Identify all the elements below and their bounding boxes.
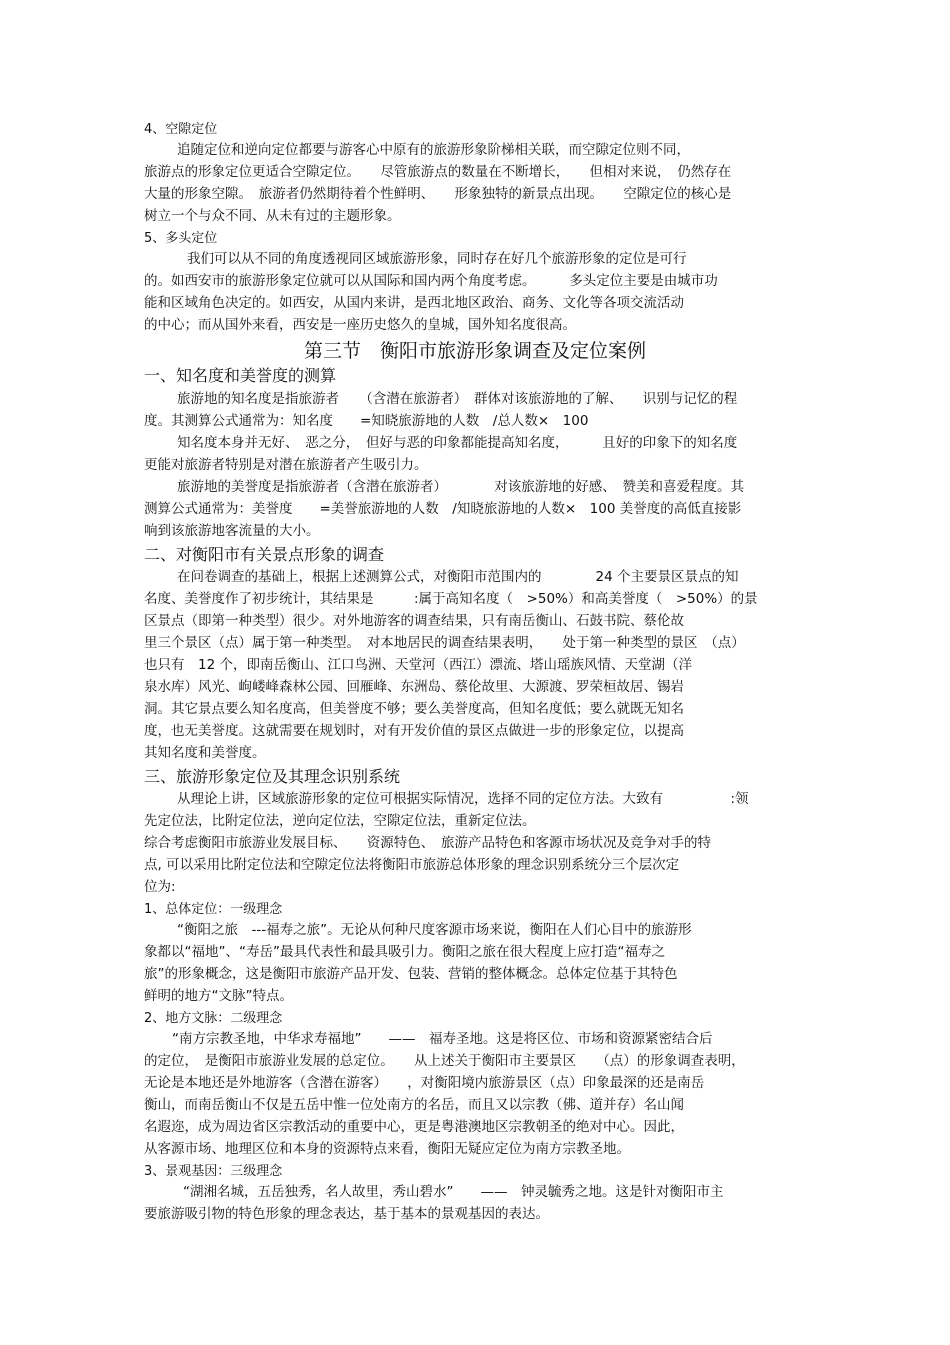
paragraph-line: 在问卷调查的基础上，根据上述测算公式，对衡阳市范围内的 24 个主要景区景点的知 xyxy=(177,569,739,585)
paragraph-line: 更能对旅游者特别是对潜在旅游者产生吸引力。 xyxy=(144,457,428,473)
paragraph-line: “南方宗教圣地，中华求寿福地” —— 福寿圣地。这是将区位、市场和资源紧密结合后 xyxy=(172,1031,713,1047)
paragraph-line: 位为: xyxy=(144,879,176,895)
paragraph-line: 旅游地的知名度是指旅游者 （含潜在旅游者） 群体对该旅游地的了解、 识别与记忆的程 xyxy=(177,391,738,407)
part-heading: 一、知名度和美誉度的测算 xyxy=(144,366,337,385)
paragraph-line: 的定位， 是衡阳市旅游业发展的总定位。 从上述关于衡阳市主要景区 （点）的形象调查表明， xyxy=(144,1053,745,1069)
part-heading: 三、旅游形象定位及其理念识别系统 xyxy=(144,767,401,786)
subsection-heading: 3、景观基因：三级理念 xyxy=(144,1164,283,1179)
paragraph-line: 从理论上讲，区域旅游形象的定位可根据实际情况，选择不同的定位方法。大致有 :领 xyxy=(177,791,749,807)
paragraph-line: 泉水库）风光、岣嵝峰森林公园、回雁峰、东洲岛、蔡伦故里、大源渡、罗荣桓故居、锡岩 xyxy=(144,679,684,695)
part-heading: 二、对衡阳市有关景点形象的调查 xyxy=(144,545,385,564)
paragraph-line: 也只有 12 个，即南岳衡山、江口鸟洲、天堂河（西江）漂流、塔山瑶族风情、天堂湖（洋 xyxy=(144,657,692,673)
paragraph-line: 里三个景区（点）属于第一种类型。 对本地居民的调查结果表明， 处于第一种类型的景区 （点） xyxy=(144,635,745,651)
paragraph-line: 知名度本身并无好、 恶之分， 但好与恶的印象都能提高知名度， 且好的印象下的知名度 xyxy=(177,435,738,451)
paragraph-line: 鲜明的地方“文脉”特点。 xyxy=(144,988,293,1004)
paragraph-line: 名度、美誉度作了初步统计，其结果是 :属于高知名度（ >50%）和高美誉度（ >50%）的景 xyxy=(144,591,758,607)
paragraph-line: 响到该旅游地客流量的大小。 xyxy=(144,523,320,539)
paragraph-line: 衡山，而南岳衡山不仅是五岳中惟一位处南方的名岳，而且又以宗教（佛、道并存）名山闻 xyxy=(144,1097,684,1113)
paragraph-line: 无论是本地还是外地游客（含潜在游客） ，对衡阳境内旅游景区（点）印象最深的还是南岳 xyxy=(144,1075,705,1091)
paragraph-line: “湖湘名城，五岳独秀，名人故里，秀山碧水” —— 钟灵毓秀之地。这是针对衡阳市主 xyxy=(183,1184,724,1200)
paragraph-line: 能和区域角色决定的。如西安，从国内来讲，是西北地区政治、商务、文化等各项交流活动 xyxy=(144,295,684,311)
paragraph-line: 象都以“福地”、“寿岳”最具代表性和最具吸引力。衡阳之旅在很大程度上应打造“福寿之 xyxy=(144,944,665,960)
paragraph-line: 旅游地的美誉度是指旅游者（含潜在旅游者） 对该旅游地的好感、 赞美和喜爱程度。其 xyxy=(177,479,744,495)
section-heading: 5、多头定位 xyxy=(144,231,218,246)
paragraph-line: 旅”的形象概念，这是衡阳市旅游产品开发、包装、营销的整体概念。总体定位基于其特色 xyxy=(144,966,678,982)
paragraph-line: 旅游点的形象定位更适合空隙定位。 尽管旅游点的数量在不断增长， 但相对来说， 仍然存在 xyxy=(144,164,732,180)
paragraph-line: 树立一个与众不同、从未有过的主题形象。 xyxy=(144,208,401,224)
paragraph-line: 度。其测算公式通常为：知名度 =知晓旅游地的人数 /总人数× 100 xyxy=(144,413,589,429)
subsection-heading: 1、总体定位：一级理念 xyxy=(144,902,283,917)
paragraph-line: 洞。其它景点要么知名度高，但美誉度不够；要么美誉度高，但知名度低；要么就既无知名 xyxy=(144,701,684,717)
paragraph-line: 区景点（即第一种类型）很少。对外地游客的调查结果，只有南岳衡山、石鼓书院、蔡伦故 xyxy=(144,613,684,629)
paragraph-line: 的中心；而从国外来看，西安是一座历史悠久的皇城，国外知名度很高。 xyxy=(144,317,576,333)
chapter-title: 第三节 衡阳市旅游形象调查及定位案例 xyxy=(303,340,646,362)
paragraph-line: 度，也无美誉度。这就需要在规划时，对有开发价值的景区点做进一步的形象定位，以提高 xyxy=(144,723,684,739)
paragraph-line: 的。如西安市的旅游形象定位就可以从国际和国内两个角度考虑。 多头定位主要是由城市功 xyxy=(144,273,718,289)
paragraph-line: 综合考虑衡阳市旅游业发展目标、 资源特色、 旅游产品特色和客源市场状况及竞争对手的特 xyxy=(144,835,711,851)
paragraph-line: 先定位法，比附定位法，逆向定位法，空隙定位法，重新定位法。 xyxy=(144,813,536,829)
paragraph-line: 名遐迩，成为周边省区宗教活动的重要中心，更是粤港澳地区宗教朝圣的绝对中心。因此， xyxy=(144,1119,684,1135)
paragraph-line: 我们可以从不同的角度透视同区域旅游形象，同时存在好几个旅游形象的定位是可行 xyxy=(187,251,687,267)
paragraph-line: 测算公式通常为：美誉度 =美誉旅游地的人数 /知晓旅游地的人数× 100 美誉度的高低直接影 xyxy=(144,501,742,517)
paragraph-line: 要旅游吸引物的特色形象的理念表达，基于基本的景观基因的表达。 xyxy=(144,1206,549,1222)
paragraph-line: 大量的形象空隙。 旅游者仍然期待着个性鲜明、 形象独特的新景点出现。 空隙定位的核心是 xyxy=(144,186,732,202)
paragraph-line: “衡阳之旅 ---福寿之旅”。无论从何种尺度客源市场来说，衡阳在人们心目中的旅游形 xyxy=(177,922,692,938)
subsection-heading: 2、地方文脉：二级理念 xyxy=(144,1011,283,1026)
paragraph-line: 追随定位和逆向定位都要与游客心中原有的旅游形象阶梯相关联，而空隙定位则不同， xyxy=(177,142,690,158)
paragraph-line: 从客源市场、地理区位和本身的资源特点来看，衡阳无疑应定位为南方宗教圣地。 xyxy=(144,1141,630,1157)
section-heading: 4、空隙定位 xyxy=(144,122,218,137)
paragraph-line: 其知名度和美誉度。 xyxy=(144,745,266,761)
paragraph-line: 点, 可以采用比附定位法和空隙定位法将衡阳市旅游总体形象的理念识别系统分三个层次定 xyxy=(144,857,680,873)
